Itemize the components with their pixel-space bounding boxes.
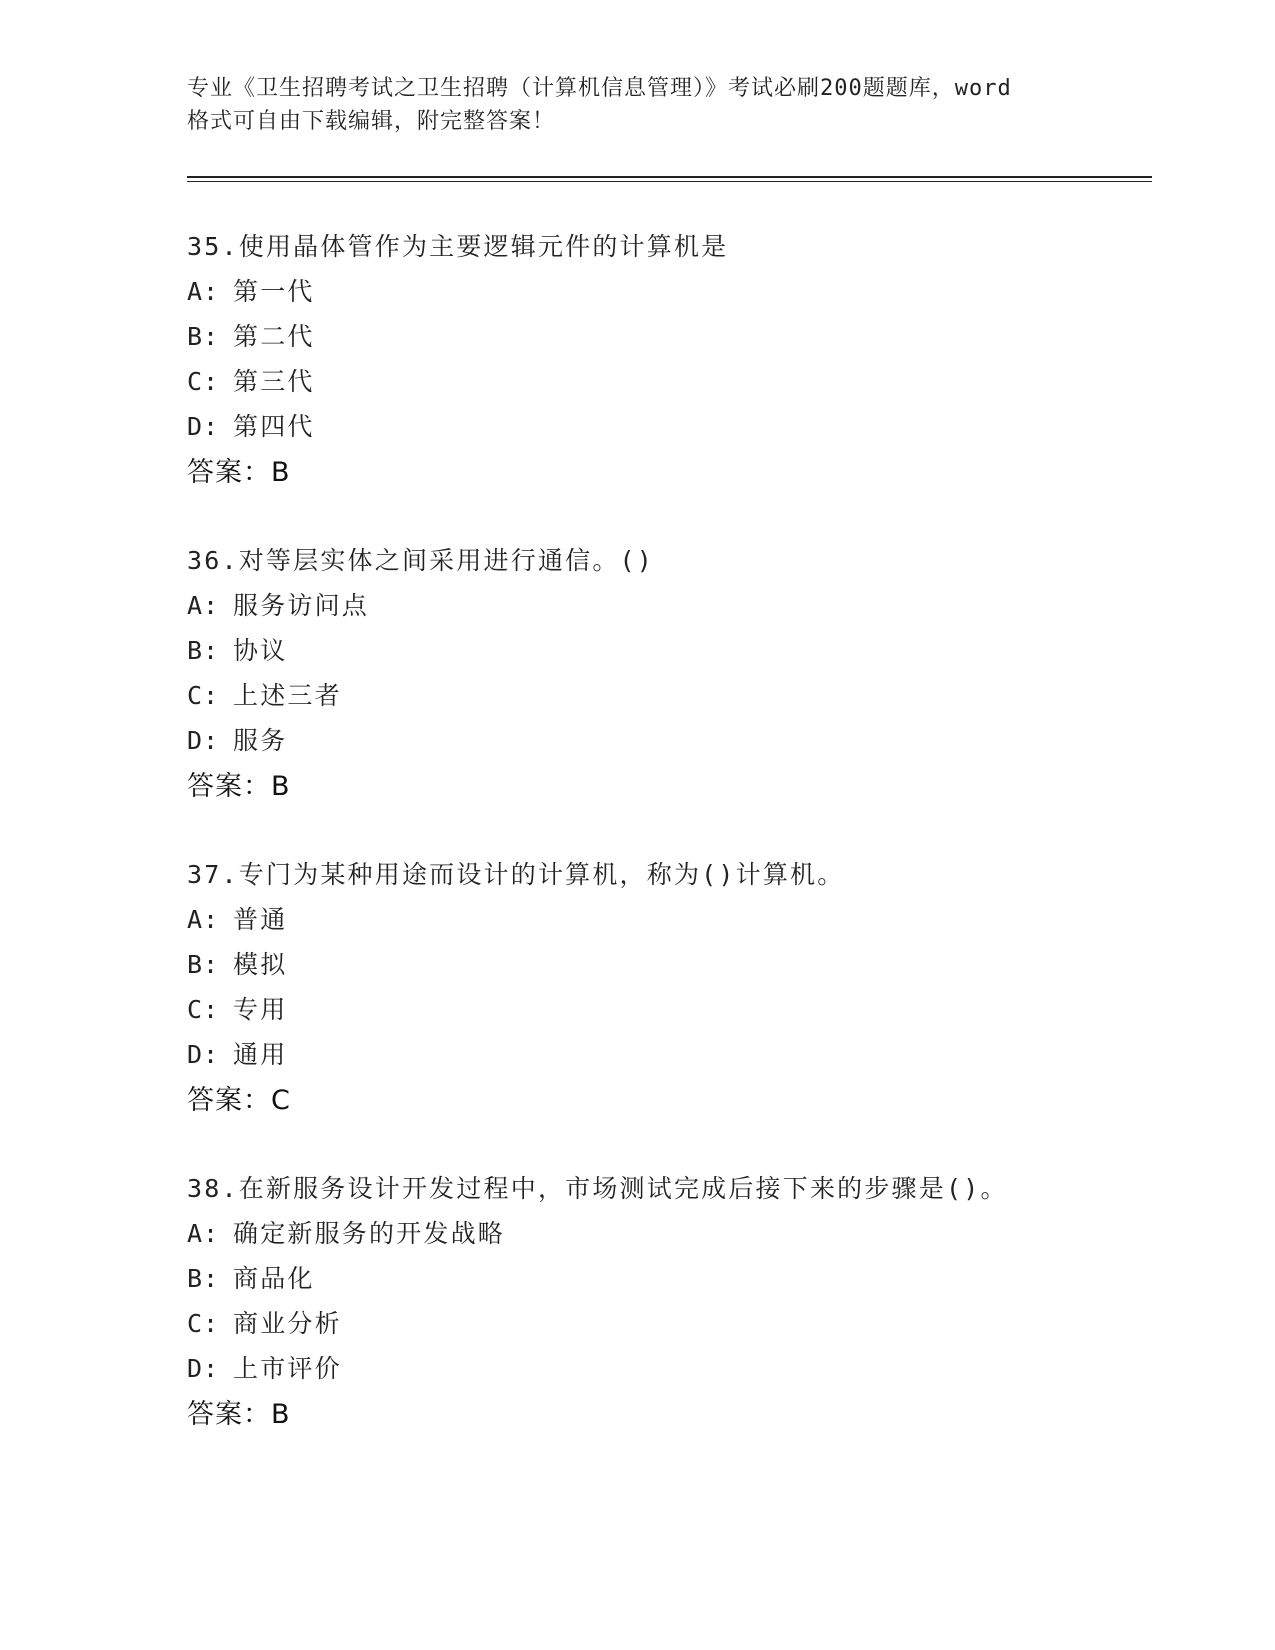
- question-title: 37.专门为某种用途而设计的计算机，称为()计算机。: [187, 860, 845, 889]
- option-letter: A:: [187, 277, 220, 306]
- option-letter: C:: [187, 995, 220, 1024]
- option-letter: A:: [187, 905, 220, 934]
- option-b: [187, 636, 1152, 681]
- option-letter: B:: [187, 322, 220, 351]
- question-36: [187, 546, 1152, 816]
- answer-line: [187, 1399, 1152, 1444]
- question-35: [187, 232, 1152, 502]
- option-c: [187, 367, 1152, 412]
- question-37: [187, 860, 1152, 1130]
- option-a: [187, 905, 1152, 950]
- option-text: 上市评价: [233, 1354, 342, 1383]
- option-text: 第二代: [233, 322, 315, 351]
- option-c: [187, 995, 1152, 1040]
- option-d: [187, 1040, 1152, 1085]
- answer-line: [187, 771, 1152, 816]
- option-text: 普通: [233, 905, 288, 934]
- option-c: [187, 681, 1152, 726]
- question-title: 36.对等层实体之间采用进行通信。(): [187, 546, 655, 575]
- question-title: 38.在新服务设计开发过程中，市场测试完成后接下来的步骤是()。: [187, 1174, 1008, 1203]
- question-title: 35.使用晶体管作为主要逻辑元件的计算机是: [187, 232, 729, 261]
- answer-line: [187, 1085, 1152, 1130]
- option-letter: B:: [187, 636, 220, 665]
- answer-value: B: [271, 1399, 291, 1430]
- answer-line: [187, 457, 1152, 502]
- document-header: [187, 72, 1087, 138]
- option-letter: B:: [187, 950, 220, 979]
- header-divider: [187, 176, 1152, 182]
- header-line-1: 专业《卫生招聘考试之卫生招聘（计算机信息管理）》考试必刷200题题库，word: [187, 76, 1012, 101]
- option-letter: C:: [187, 367, 220, 396]
- option-text: 模拟: [233, 950, 288, 979]
- option-letter: C:: [187, 681, 220, 710]
- option-d: [187, 1354, 1152, 1399]
- option-text: 商业分析: [233, 1309, 342, 1338]
- option-text: 上述三者: [233, 681, 342, 710]
- option-c: [187, 1309, 1152, 1354]
- answer-label: 答案：: [187, 457, 271, 488]
- option-letter: C:: [187, 1309, 220, 1338]
- option-text: 通用: [233, 1040, 288, 1069]
- option-text: 确定新服务的开发战略: [233, 1219, 506, 1248]
- option-letter: A:: [187, 1219, 220, 1248]
- option-letter: B:: [187, 1264, 220, 1293]
- option-a: [187, 277, 1152, 322]
- option-letter: D:: [187, 1040, 220, 1069]
- option-text: 服务访问点: [233, 591, 370, 620]
- answer-value: B: [271, 771, 291, 802]
- option-text: 专用: [233, 995, 288, 1024]
- option-text: 第一代: [233, 277, 315, 306]
- answer-value: B: [271, 457, 291, 488]
- option-a: [187, 591, 1152, 636]
- option-letter: D:: [187, 412, 220, 441]
- option-letter: D:: [187, 1354, 220, 1383]
- answer-label: 答案：: [187, 1085, 271, 1116]
- header-line-2: 格式可自由下载编辑，附完整答案！: [187, 109, 556, 134]
- option-b: [187, 1264, 1152, 1309]
- option-a: [187, 1219, 1152, 1264]
- question-38: [187, 1174, 1152, 1444]
- option-text: 服务: [233, 726, 288, 755]
- option-text: 第四代: [233, 412, 315, 441]
- answer-label: 答案：: [187, 771, 271, 802]
- option-text: 商品化: [233, 1264, 315, 1293]
- option-text: 协议: [233, 636, 288, 665]
- option-letter: D:: [187, 726, 220, 755]
- option-text: 第三代: [233, 367, 315, 396]
- option-d: [187, 412, 1152, 457]
- option-d: [187, 726, 1152, 771]
- answer-label: 答案：: [187, 1399, 271, 1430]
- option-letter: A:: [187, 591, 220, 620]
- answer-value: C: [271, 1085, 291, 1116]
- option-b: [187, 950, 1152, 995]
- option-b: [187, 322, 1152, 367]
